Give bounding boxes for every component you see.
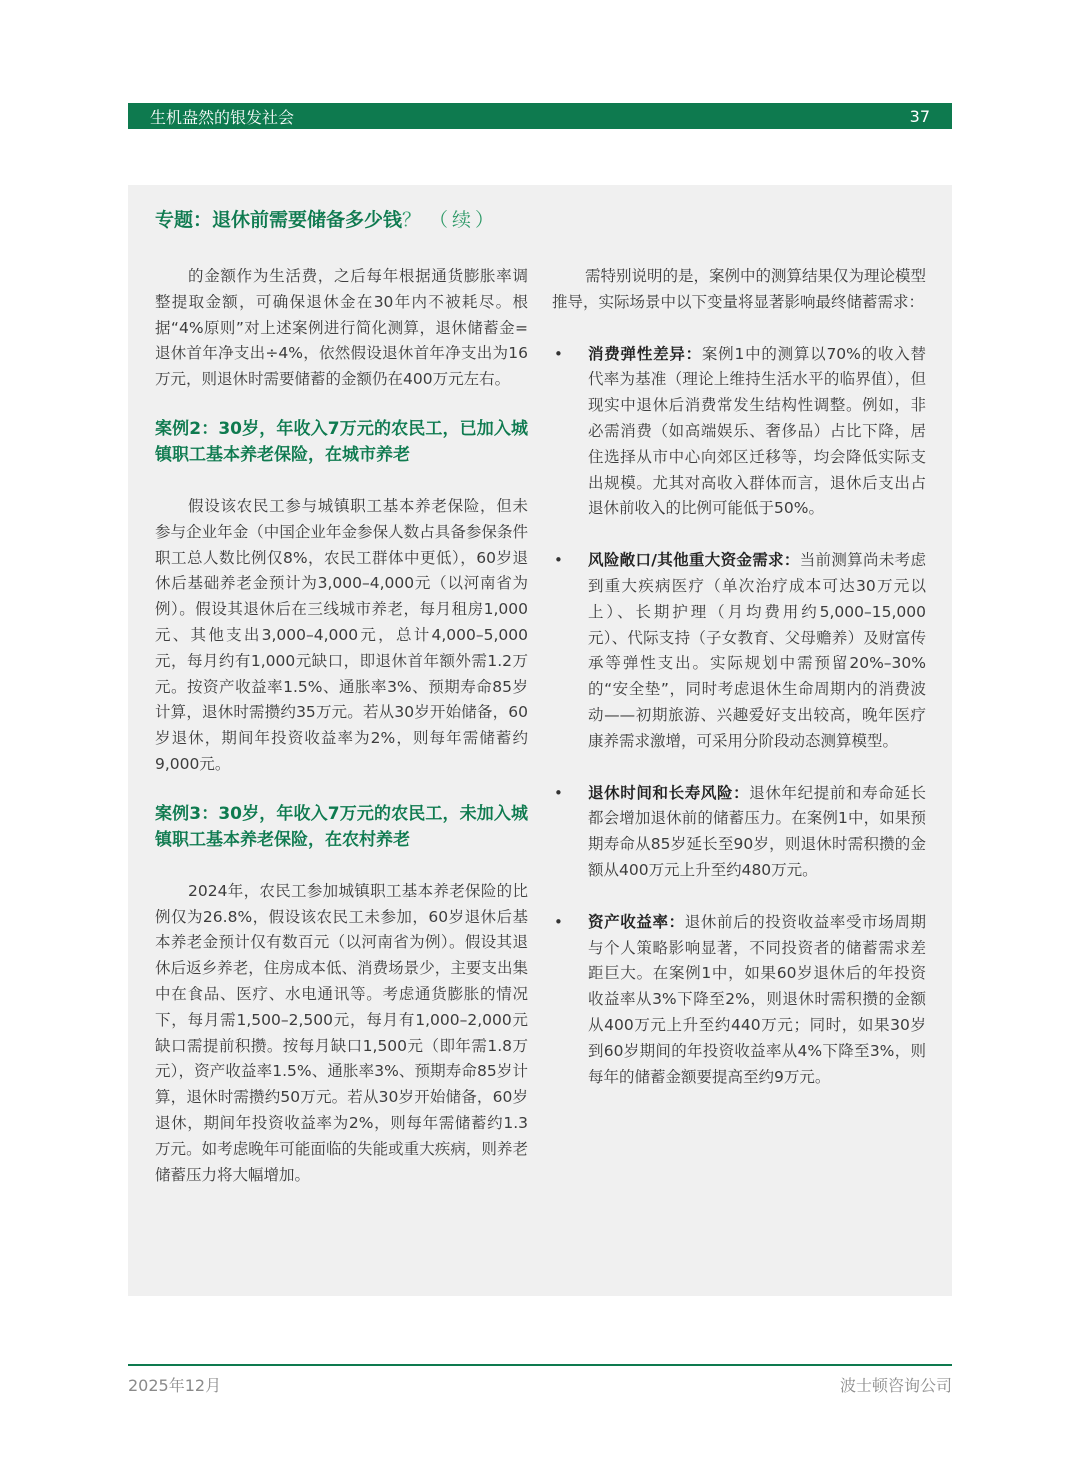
footer-divider <box>128 1364 952 1366</box>
bullet-item <box>552 342 926 523</box>
bullet-body: 当前测算尚未考虑到重大疾病医疗（单次治疗成本可达30万元以上）、长期护理（月均费用约5,000–15,000元）、代际支持（子女教育、父母赡养）及财富传承等弹性支出。实际规划中需预留20%–30%的“安全垫”，同时考虑退休生命周期内的消费波动——初期旅游、兴趣爱好支出较高，晚年医疗康养需求激增，可采用分阶段动态测算模型。 <box>588 551 926 750</box>
bullet-item <box>552 910 926 1091</box>
box-title-main: 专题：退休前需要储备多少钱 <box>155 209 403 231</box>
bullet-text <box>588 781 926 884</box>
header-bar <box>128 103 952 129</box>
footer-company: 波士顿咨询公司 <box>839 1376 952 1395</box>
case2-body: 假设该农民工参与城镇职工基本养老保险，但未参与企业年金（中国企业年金参保人数占具备参保条件职工总人数比例仅8%，农民工群体中更低），60岁退休后基础养老金预计为3,000–4,000元（以河南省为例）。假设其退休后在三线城市养老，每月租房1,000元、其他支出3,000–4,000元，总计4,000–5,000元，每月约有1,000元缺口，即退休首年额外需1.2万元。按资产收益率1.5%、通胀率3%、预期寿命85岁计算，退休时需攒约35万元。若从30岁开始储备，60岁退休，期间年投资收益率为2%，则每年需储蓄约9,000元。 <box>155 496 528 773</box>
box-title-question-mark: ？ <box>402 209 422 231</box>
case3-body: 2024年，农民工参加城镇职工基本养老保险的比例仅为26.8%，假设该农民工未参加，60岁退休后基本养老金预计仅有数百元（以河南省为例）。假设其退休后返乡养老，住房成本低、消费场景少，主要支出集中在食品、医疗、水电通讯等。考虑通货膨胀的情况下，每月需1,500–2,500元，每月有1,000–2,000元缺口需提前积攒。按每月缺口1,500元（即年需1.8万元），资产收益率1.5%、通胀率3%、预期寿命85岁计算，退休时需攒约50万元。若从30岁开始储备，60岁退休，期间年投资收益率为2%，则每年需储蓄约1.3万元。如考虑晚年可能面临的失能或重大疾病，则养老储蓄压力将大幅增加。 <box>155 881 528 1184</box>
right-intro-paragraph: 需特别说明的是，案例中的测算结果仅为理论模型推导，实际场景中以下变量将显著影响最终储蓄需求： <box>552 267 927 311</box>
bullet-dot: • <box>554 783 563 802</box>
bullet-dot: • <box>554 344 563 363</box>
right-column <box>552 264 926 1090</box>
bullet-lead: 资产收益率： <box>588 912 685 931</box>
footer-date: 2025年12月 <box>128 1376 222 1395</box>
bullet-text <box>588 342 926 523</box>
bullet-lead: 风险敞口/其他重大资金需求： <box>588 551 800 570</box>
bullet-dot: • <box>554 912 563 931</box>
bullet-body: 退休前后的投资收益率受市场周期与个人策略影响显著，不同投资者的储蓄需求差距巨大。在案例1中，如果60岁退休后的年投资收益率从3%下降至2%，则退休时需积攒的金额从400万元上升至约440万元；同时，如果30岁到60岁期间的年投资收益率从4%下降至3%，则每年的储蓄金额要提高至约9万元。 <box>588 912 926 1086</box>
bullet-body: 退休年纪提前和寿命延长都会增加退休前的储蓄压力。在案例1中，如果预期寿命从85岁延长至90岁，则退休时需积攒的金额从400万元上升至约480万元。 <box>588 783 926 879</box>
bullet-lead: 退休时间和长寿风险： <box>588 783 750 802</box>
bullet-text <box>588 548 926 754</box>
page-number: 37 <box>909 106 930 126</box>
case3-title: 案例3：30岁，年收入7万元的农民工，未加入城镇职工基本养老保险，在农村养老 <box>155 803 528 850</box>
header-title: 生机盎然的银发社会 <box>150 107 295 127</box>
left-intro-paragraph: 的金额作为生活费，之后每年根据通货膨胀率调整提取金额，可确保退休金在30年内不被耗尽。根据“4%原则”对上述案例进行简化测算，退休储蓄金=退休首年净支出÷4%，依然假设退休首年净支出为16万元，则退休时需要储蓄的金额仍在400万元左右。 <box>155 267 528 389</box>
bullet-body: 案例1中的测算以70%的收入替代率为基准（理论上维持生活水平的临界值），但现实中退休后消费常发生结构性调整。例如，非必需消费（如高端娱乐、奢侈品）占比下降，居住选择从市中心向郊区迁移等，均会降低实际支出规模。尤其对高收入群体而言，退休后支出占退休前收入的比例可能低于50%。 <box>588 344 926 518</box>
bullet-lead: 消费弹性差异： <box>588 344 702 363</box>
bullet-text <box>588 910 926 1091</box>
bullet-dot: • <box>554 551 563 570</box>
feature-box-title <box>155 205 498 232</box>
bullet-item <box>552 781 926 884</box>
left-column <box>155 264 528 1188</box>
case2-title: 案例2：30岁，年收入7万元的农民工，已加入城镇职工基本养老保险，在城市养老 <box>155 418 528 465</box>
box-title-continued: （续） <box>429 209 499 231</box>
bullet-item <box>552 548 926 754</box>
